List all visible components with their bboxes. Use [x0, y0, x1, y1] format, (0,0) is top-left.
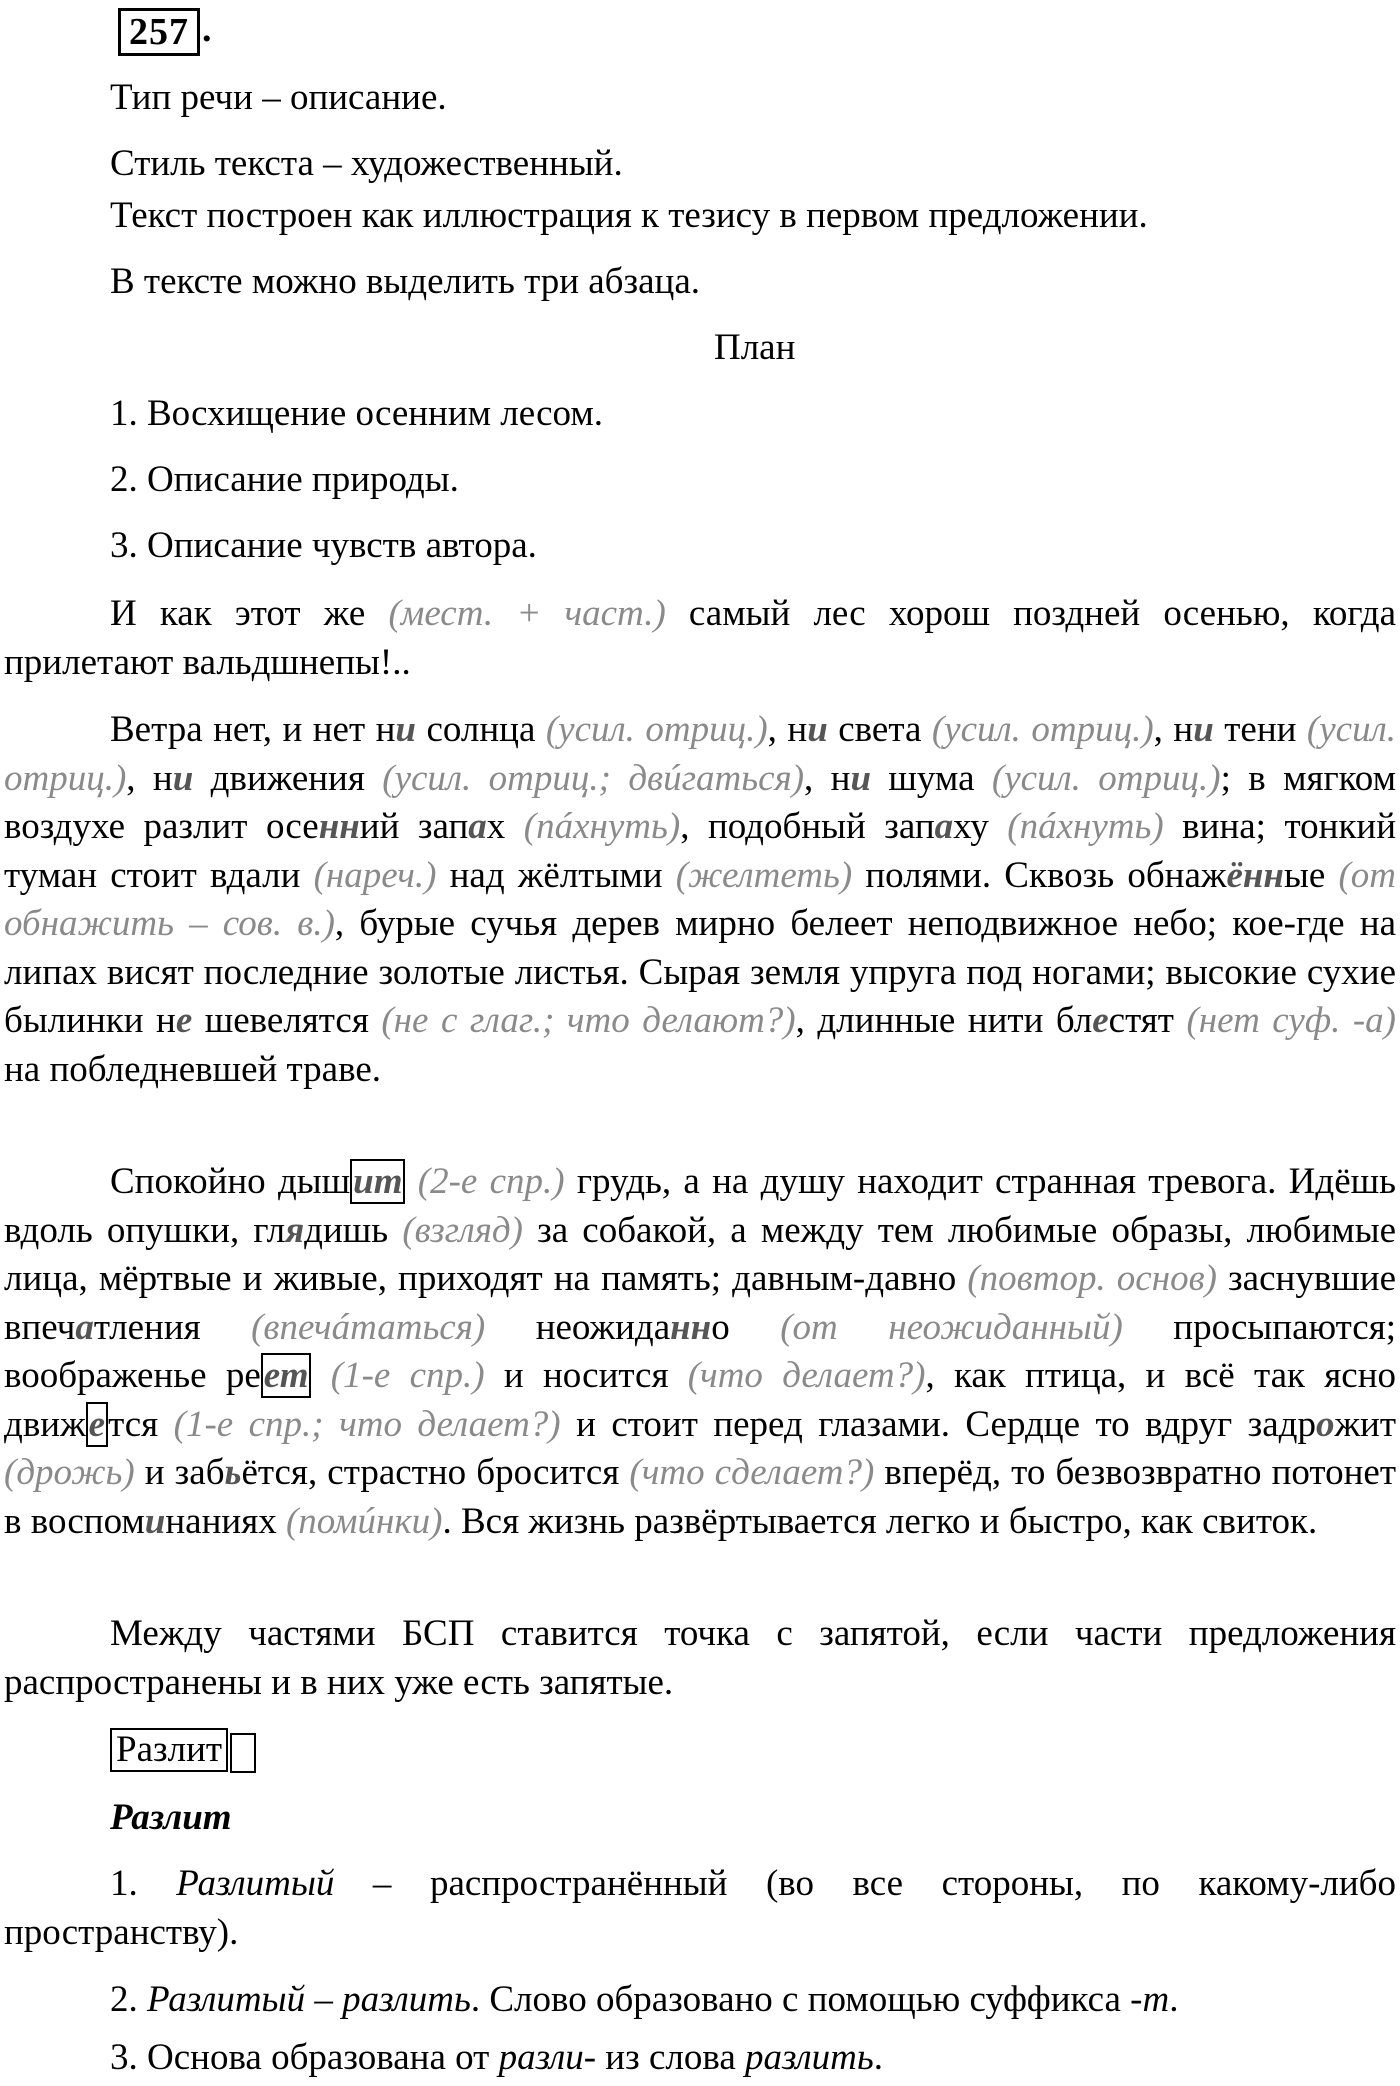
p2-text: , н — [767, 709, 808, 750]
p2-ortho: нн — [318, 806, 360, 847]
p3-text: жит — [1334, 1403, 1396, 1445]
p3-note: (что делает?) — [687, 1355, 926, 1396]
p3-text: и заб — [134, 1452, 225, 1493]
p2-text: ху — [953, 806, 1008, 847]
p2-note: (усил. отриц.) — [4, 709, 1396, 799]
p2-text: Ветра нет, и нет н — [110, 709, 396, 750]
p3-text: грудь, а на душу находит странная тревога. Идёшь вдоль опушки, гл — [4, 1161, 1397, 1251]
parse-text: Основа образована от — [147, 2037, 499, 2078]
p2-note: (желтеть) — [675, 854, 853, 896]
p2-text: шевелятся — [192, 1000, 382, 1041]
p3-ortho: ит — [350, 1159, 405, 1204]
exercise-number: 257 — [118, 8, 200, 56]
p2-text: полями. Сквозь обнаж — [852, 854, 1227, 896]
p2-text: света — [827, 709, 932, 750]
p3-ortho: ь — [224, 1452, 242, 1493]
p2-text: ; в мягком воздухе разлит осе — [4, 757, 1396, 847]
p3-text: тления — [93, 1306, 252, 1348]
p1-text-a: И как этот же — [110, 593, 389, 634]
parse-num: 1. — [110, 1863, 177, 1904]
p3-text: Спокойно дыш — [110, 1161, 351, 1202]
p2-text: , н — [126, 757, 173, 799]
p2-ortho: а — [468, 806, 487, 847]
p3-ortho: а — [75, 1306, 94, 1348]
p2-text: х — [486, 806, 524, 847]
p2-text: ые — [1283, 854, 1339, 896]
p3-note: (впечáтаться) — [251, 1306, 486, 1348]
parse-text: – распространённый (во все стороны, по какому-либо пространству). — [4, 1863, 1397, 1953]
parse-text: . Слово образовано с помощью суффикса - — [470, 1979, 1143, 2020]
parse-item-1 — [4, 1860, 1396, 1957]
p3-note: (1-е спр.) — [330, 1355, 485, 1396]
p2-note: (усил. отриц.; двúгаться) — [382, 757, 805, 799]
p3-text: и стоит перед глазами. Сердце то вдруг задр — [560, 1403, 1316, 1445]
p3-text: просыпаются; воображенье ре — [4, 1306, 1396, 1396]
p1-gray-note: (мест. + част.) — [388, 593, 666, 634]
p3-text — [405, 1161, 417, 1202]
parse-suffix: т — [1142, 1979, 1170, 2020]
parse-item-2 — [110, 1976, 1178, 2024]
p3-note: (дрожь) — [4, 1452, 135, 1493]
p2-text: , бурые сучья дерев мирно белеет неподвижное небо; кое-где на липах висят последние золотые листья. Сырая земля упруга под ногами; высокие сухие былинки н — [4, 903, 1396, 1041]
p3-text: . Вся жизнь развёртывается легко и быстро, как свиток. — [442, 1500, 1318, 1542]
p2-text: ий зап — [359, 806, 469, 847]
p2-ortho: и — [1193, 709, 1214, 750]
parse-text: - из слова — [583, 2037, 745, 2078]
p2-text: , длинные нити бл — [795, 1000, 1093, 1041]
paragraph-1 — [4, 590, 1396, 687]
p3-ortho: е — [86, 1402, 108, 1447]
p3-text: о — [711, 1306, 781, 1348]
p3-note: (повтор. основ) — [967, 1258, 1217, 1299]
plan-item-2: 2. Описание природы. — [110, 459, 459, 500]
p3-text — [311, 1355, 330, 1396]
p2-ortho: е — [175, 1000, 193, 1041]
p3-text: наниях — [165, 1500, 286, 1542]
p2-text: , н — [1153, 709, 1194, 750]
parse-stem: разли — [498, 2037, 584, 2078]
intro-line-1: Тип речи – описание. — [110, 77, 447, 118]
p3-text: дишь — [304, 1209, 403, 1251]
ending-box — [230, 1733, 256, 1773]
p2-note: (от обнажить – сов. в.) — [4, 854, 1396, 944]
intro-line-4: В тексте можно выделить три абзаца. — [110, 261, 701, 302]
intro-line-3: Текст построен как иллюстрация к тезису в первом предложении. — [110, 195, 1148, 236]
p2-ortho: е — [1092, 1000, 1109, 1041]
exercise-number-dot: . — [202, 8, 212, 50]
p2-text: солнца — [415, 709, 546, 750]
p3-note: (что сделает?) — [629, 1452, 875, 1493]
parse-word: разлить — [745, 2037, 874, 2078]
p2-text: стят — [1108, 1000, 1187, 1041]
p2-note: (не с глаг.; что делают?) — [381, 1000, 796, 1041]
p1-text-b: самый лес хорош поздней осенью, когда прилетают вальдшнепы!.. — [4, 593, 1396, 683]
p3-ortho: я — [285, 1209, 305, 1251]
p2-text: вина; тонкий туман стоит вдали — [4, 806, 1397, 896]
p3-note: (взгляд) — [402, 1209, 523, 1251]
p3-ortho: и — [144, 1500, 166, 1542]
p3-text: за собакой, а между тем любимые образы, любимые лица, мёртвые и живые, приходят на память; давным-давно — [4, 1209, 1396, 1299]
p2-text: шума — [871, 757, 992, 799]
morpheme-word-boxed: Разлит — [110, 1728, 228, 1772]
parse-num: 2. — [110, 1979, 147, 2020]
p3-text: неожида — [485, 1306, 671, 1348]
p2-ortho: ённ — [1226, 854, 1284, 896]
p2-note: (нареч.) — [313, 854, 437, 896]
p2-note: (усил. отриц.) — [545, 709, 768, 750]
paragraph-2 — [4, 706, 1396, 1094]
p3-text: вперёд, то безвозвратно потонет в воспом — [4, 1452, 1396, 1542]
p2-text: , подобный зап — [680, 806, 935, 847]
p3-ortho: о — [1315, 1403, 1335, 1445]
p2-ortho: и — [172, 757, 194, 799]
p2-text: движения — [193, 757, 383, 799]
morpheme-word — [110, 1726, 256, 1774]
p2-note: (пáхнуть) — [523, 806, 681, 847]
p2-text: над жёлтыми — [436, 854, 676, 896]
word-heading: Разлит — [110, 1797, 232, 1838]
p3-note: (2-е спр.) — [417, 1161, 565, 1202]
parse-word: Разлитый — [176, 1863, 335, 1904]
paragraph-4: Между частями БСП ставится точка с запятой, если части предложения распространены и в них уже есть запятые. — [4, 1613, 1396, 1703]
p3-note: (от неожиданный) — [780, 1306, 1123, 1348]
plan-title: План — [714, 327, 796, 368]
p3-text: , как птица, и всё так ясно движ — [4, 1355, 1397, 1445]
p3-note: (помúнки) — [285, 1500, 443, 1542]
p2-note: (нет суф. -а) — [1186, 1000, 1397, 1041]
p2-ortho: и — [850, 757, 872, 799]
parse-item-3 — [110, 2034, 883, 2082]
p2-note: (усил. отриц.) — [991, 757, 1221, 799]
p3-text: ётся, страстно бросится — [241, 1452, 630, 1493]
p2-ortho: а — [934, 806, 954, 847]
p3-ortho: ет — [261, 1353, 312, 1398]
paragraph-3 — [4, 1158, 1396, 1546]
p3-note: (1-е спр.; что делает?) — [173, 1403, 561, 1445]
p3-text: и носится — [484, 1355, 688, 1396]
p2-note: (усил. отриц.) — [931, 709, 1154, 750]
p2-ortho: и — [807, 709, 828, 750]
p2-text: , н — [804, 757, 851, 799]
parse-text: . — [873, 2037, 883, 2078]
p2-note: (пáхнуть) — [1007, 806, 1164, 847]
parse-num: 3. — [110, 2037, 147, 2078]
p2-text: на побледневшей траве. — [4, 1048, 382, 1090]
p2-text: тени — [1213, 709, 1307, 750]
intro-line-2: Стиль текста – художественный. — [110, 143, 623, 184]
p2-ortho: и — [395, 709, 416, 750]
plan-item-3: 3. Описание чувств автора. — [110, 525, 537, 566]
plan-item-1: 1. Восхищение осенним лесом. — [110, 393, 603, 434]
parse-word: Разлитый – разлить — [147, 1979, 471, 2020]
p3-text: тся — [108, 1403, 174, 1445]
p3-ortho: нн — [670, 1306, 712, 1348]
p3-text: заснувшие впеч — [4, 1258, 1397, 1348]
parse-text: . — [1169, 1979, 1179, 2020]
